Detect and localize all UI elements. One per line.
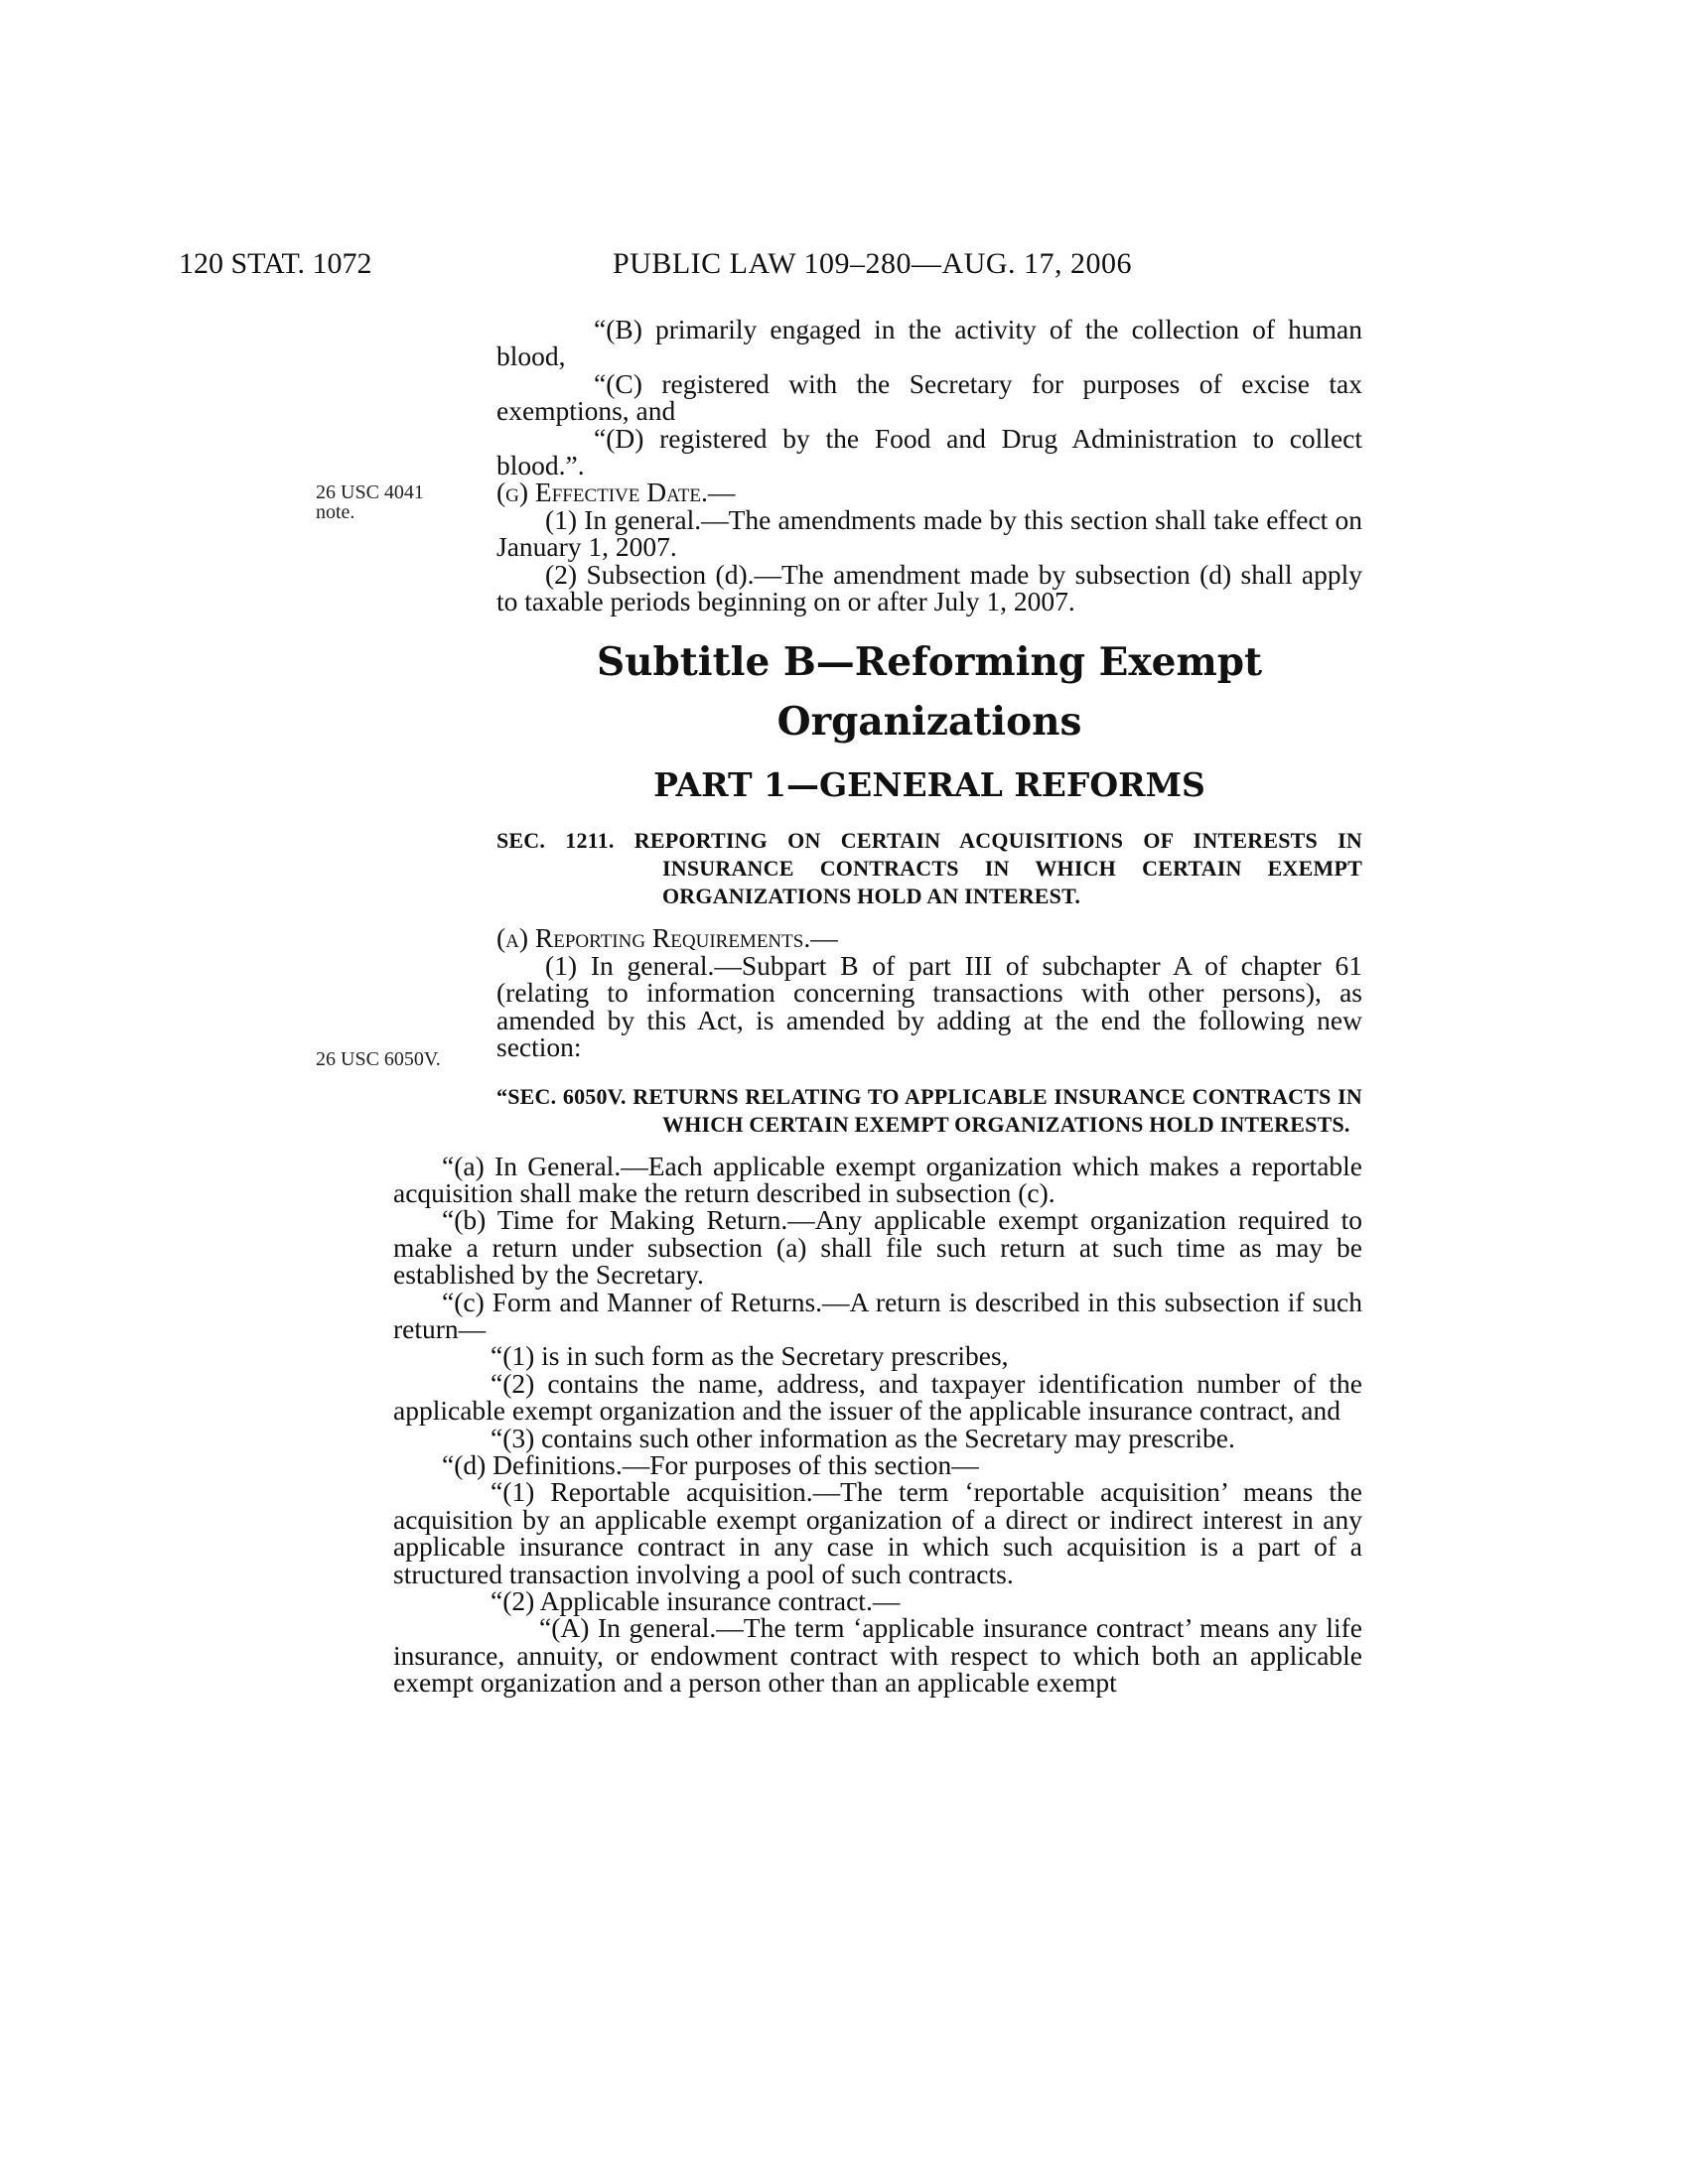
paragraph-g2: (2) Subsection (d).—The amendment made by subsection (d) shall apply to taxable periods beginning on or after July 1, 2007. — [496, 558, 1362, 617]
paragraph-qc3: “(3) contains such other information as the Secretary may prescribe. — [491, 1422, 1235, 1453]
paragraph-b: “(B) primarily engaged in the activity of the collection of human blood, — [496, 314, 1362, 372]
subsection-a-heading: (a) Reporting Requirements.— — [496, 922, 838, 954]
section-6050v-heading: “SEC. 6050V. RETURNS RELATING TO APPLICABLE INSURANCE CONTRACTS IN WHICH CERTAIN EXEMPT ORGANIZATIONS HOLD INTERESTS. — [496, 1083, 1362, 1137]
law-title: PUBLIC LAW 109–280—AUG. 17, 2006 — [613, 247, 1133, 280]
paragraph-c: “(C) registered with the Secretary for purposes of excise tax exemptions, and — [496, 367, 1362, 427]
subsection-qd: “(d) Definitions.—For purposes of this section— — [442, 1448, 979, 1480]
paragraph-g1: (1) In general.—The amendments made by this section shall take effect on January 1, 2007. — [496, 503, 1362, 563]
paragraph-qc2: “(2) contains the name, address, and taxpayer identification number of the applicable exempt organization and the issuer of the applicable insurance contract, and — [393, 1367, 1362, 1427]
section-6050v-body — [393, 1150, 1362, 1699]
paragraph-a1: (1) In general.—Subpart B of part III of subchapter A of chapter 61 (relating to information concerning transactions with other persons), as amended by this Act, is amended by adding at the end the following new section: — [496, 949, 1362, 1063]
margin-note-usc-4041 — [316, 482, 465, 522]
paragraph-qd1: “(1) Reportable acquisition.—The term ‘reportable acquisition’ means the acquisition by an applicable exempt organization of a direct or indirect interest in any applicable insurance contract in any case in which such acquisition is a part of a structured transaction involving a pool of such contracts. — [393, 1476, 1362, 1589]
paragraph-qd2: “(2) Applicable insurance contract.— — [491, 1585, 901, 1616]
page-header — [179, 244, 1370, 284]
margin-note-usc-6050v: 26 USC 6050V. — [316, 1048, 441, 1070]
subsection-g-heading: (g) Effective Date.— — [496, 477, 736, 508]
subsection-qc: “(c) Form and Manner of Returns.—A return is described in this subsection if such return— — [393, 1286, 1362, 1344]
subsection-qa: “(a) In General.—Each applicable exempt organization which makes a reportable acquisition shall make the return described in subsection (c). — [393, 1150, 1362, 1208]
subsection-qb: “(b) Time for Making Return.—Any applicable exempt organization required to make a return under subsection (a) shall file such return at such time as may be established by the Secretary. — [393, 1204, 1362, 1291]
paragraph-d: “(D) registered by the Food and Drug Administration to collect blood.”. — [496, 422, 1362, 481]
section-1211-heading: SEC. 1211. REPORTING ON CERTAIN ACQUISITIONS OF INTERESTS IN INSURANCE CONTRACTS IN WHICH CERTAIN EXEMPT ORGANIZATIONS HOLD AN INTEREST. — [496, 828, 1362, 909]
paragraph-qc1: “(1) is in such form as the Secretary prescribes, — [491, 1340, 1009, 1372]
main-text-column — [393, 314, 1362, 1699]
stat-page-number: 120 STAT. 1072 — [179, 247, 372, 280]
margin-note-citation: 26 USC 4041 — [316, 481, 424, 503]
subparagraph-qd2a: “(A) In general.—The term ‘applicable insurance contract’ means any life insurance, annuity, or endowment contract with respect to which both an applicable exempt organization and a person other than an applicable exempt — [393, 1612, 1362, 1699]
part-heading: PART 1—GENERAL REFORMS — [653, 765, 1205, 805]
margin-note-suffix: note. — [316, 501, 355, 523]
subtitle-heading: Subtitle B—Reforming Exempt Organizations — [597, 639, 1262, 746]
